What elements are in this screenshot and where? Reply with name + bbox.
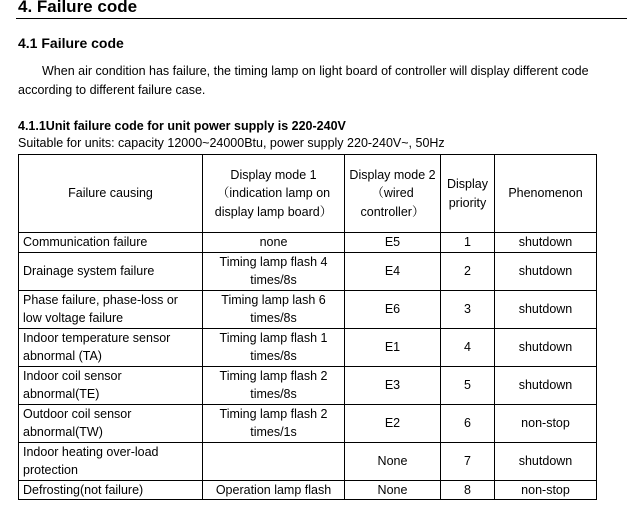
cell-priority: 4 — [441, 328, 495, 366]
header-failure-causing: Failure causing — [19, 155, 203, 233]
cell-phenomenon: non-stop — [495, 480, 597, 500]
cell-mode1: Timing lamp lash 6 times/8s — [203, 290, 345, 328]
cell-mode1: Timing lamp flash 4 times/8s — [203, 252, 345, 290]
table-row — [19, 480, 597, 500]
cell-phenomenon: shutdown — [495, 328, 597, 366]
header-phenomenon: Phenomenon — [495, 155, 597, 233]
table-row — [19, 233, 597, 253]
cell-priority: 1 — [441, 233, 495, 253]
cell-cause: Outdoor coil sensor abnormal(TW) — [19, 404, 203, 442]
cell-mode1: none — [203, 233, 345, 253]
cell-mode2: None — [345, 480, 441, 500]
cell-mode2: E1 — [345, 328, 441, 366]
cell-priority: 7 — [441, 442, 495, 480]
cell-phenomenon: shutdown — [495, 442, 597, 480]
cell-priority: 3 — [441, 290, 495, 328]
cell-mode1 — [203, 442, 345, 480]
cell-mode1: Operation lamp flash — [203, 480, 345, 500]
cell-cause: Indoor heating over-load protection — [19, 442, 203, 480]
table-row — [19, 328, 597, 366]
cell-mode2: None — [345, 442, 441, 480]
table-header-row — [19, 155, 597, 233]
cell-phenomenon: non-stop — [495, 404, 597, 442]
failure-code-table — [18, 154, 597, 500]
cell-cause: Defrosting(not failure) — [19, 480, 203, 500]
cell-mode2: E5 — [345, 233, 441, 253]
subsection-heading: 4.1.1Unit failure code for unit power supply is 220-240V — [18, 119, 346, 133]
header-display-mode-1: Display mode 1 （indication lamp on display lamp board） — [203, 155, 345, 233]
cell-cause: Communication failure — [19, 233, 203, 253]
cell-cause: Drainage system failure — [19, 252, 203, 290]
cell-cause: Phase failure, phase-loss or low voltage failure — [19, 290, 203, 328]
cell-priority: 2 — [441, 252, 495, 290]
cell-mode1: Timing lamp flash 2 times/1s — [203, 404, 345, 442]
cell-priority: 6 — [441, 404, 495, 442]
cell-cause: Indoor coil sensor abnormal(TE) — [19, 366, 203, 404]
heading-divider — [16, 18, 627, 19]
header-display-priority: Display priority — [441, 155, 495, 233]
cell-mode1: Timing lamp flash 1 times/8s — [203, 328, 345, 366]
suitable-units-text: Suitable for units: capacity 12000~24000Btu, power supply 220-240V~, 50Hz — [18, 136, 445, 150]
cell-priority: 5 — [441, 366, 495, 404]
cell-mode2: E4 — [345, 252, 441, 290]
page-heading: 4. Failure code — [18, 0, 138, 16]
cell-priority: 8 — [441, 480, 495, 500]
table-row — [19, 290, 597, 328]
table-row — [19, 252, 597, 290]
cell-mode2: E6 — [345, 290, 441, 328]
cell-phenomenon: shutdown — [495, 366, 597, 404]
table-row — [19, 366, 597, 404]
section-heading: 4.1 Failure code — [18, 35, 124, 51]
table-row — [19, 404, 597, 442]
cell-mode1: Timing lamp flash 2 times/8s — [203, 366, 345, 404]
cell-phenomenon: shutdown — [495, 233, 597, 253]
table-row — [19, 442, 597, 480]
cell-cause: Indoor temperature sensor abnormal (TA) — [19, 328, 203, 366]
cell-mode2: E3 — [345, 366, 441, 404]
cell-phenomenon: shutdown — [495, 252, 597, 290]
cell-mode2: E2 — [345, 404, 441, 442]
header-display-mode-2: Display mode 2 （wired controller） — [345, 155, 441, 233]
intro-text: When air condition has failure, the timing lamp on light board of controller will display different code according to different failure case. — [18, 64, 589, 97]
cell-phenomenon: shutdown — [495, 290, 597, 328]
intro-paragraph — [18, 62, 618, 100]
